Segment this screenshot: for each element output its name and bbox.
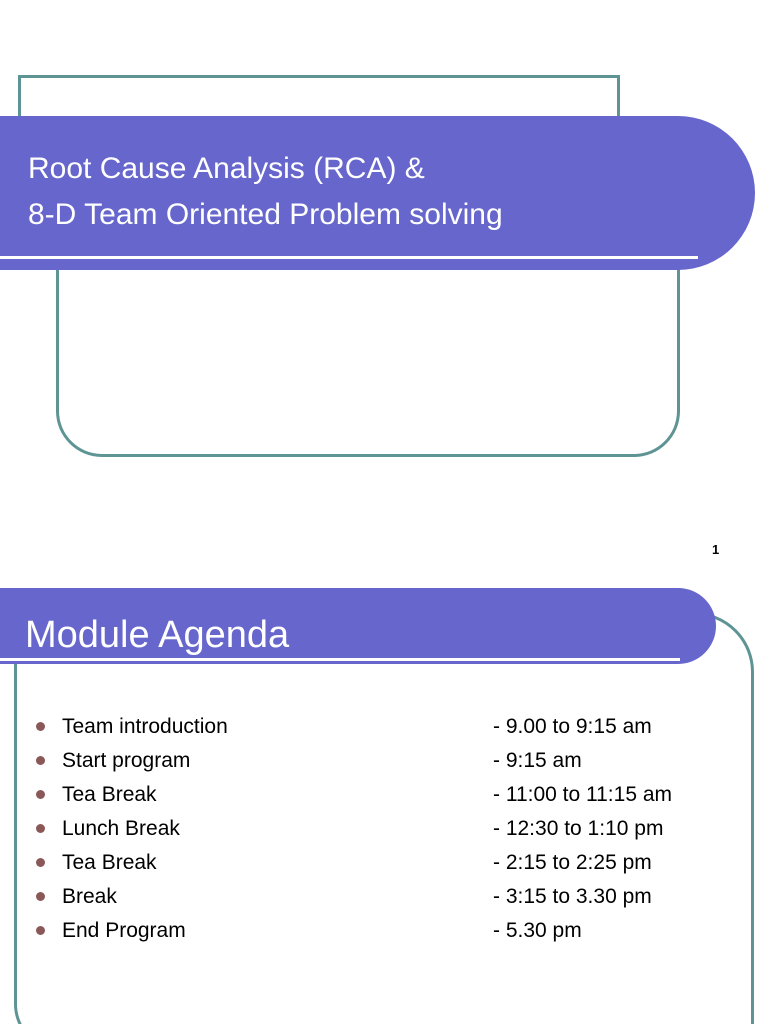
agenda-item-label: Break bbox=[62, 885, 117, 908]
agenda-item bbox=[30, 882, 730, 916]
agenda-item-time: - 9:15 am bbox=[493, 749, 582, 772]
title-banner-underline bbox=[0, 256, 698, 259]
bullet-icon bbox=[36, 858, 45, 867]
slide-title-line-1: Root Cause Analysis (RCA) & bbox=[28, 152, 425, 185]
agenda-item-time: - 11:00 to 11:15 am bbox=[493, 783, 673, 806]
bullet-icon bbox=[36, 926, 45, 935]
agenda-title: Module Agenda bbox=[25, 614, 290, 656]
agenda-item bbox=[30, 814, 730, 848]
agenda-item-label: Start program bbox=[62, 749, 191, 772]
title-slide-bottom-frame bbox=[56, 250, 680, 457]
slide-title bbox=[28, 146, 503, 238]
agenda-item-time: - 5.30 pm bbox=[493, 919, 582, 942]
agenda-item-label: Lunch Break bbox=[62, 817, 180, 840]
agenda-item bbox=[30, 848, 730, 882]
bullet-icon bbox=[36, 756, 45, 765]
agenda-item bbox=[30, 916, 730, 950]
agenda-item-time: - 2:15 to 2:25 pm bbox=[493, 851, 652, 874]
agenda-item bbox=[30, 712, 730, 746]
agenda-item-label: Tea Break bbox=[62, 783, 157, 806]
slide-number: 1 bbox=[712, 542, 720, 557]
bullet-icon bbox=[36, 824, 45, 833]
agenda-item-label: End Program bbox=[62, 919, 186, 942]
agenda-item bbox=[30, 746, 730, 780]
agenda-item-label: Tea Break bbox=[62, 851, 157, 874]
agenda-item bbox=[30, 780, 730, 814]
agenda-item-time: - 3:15 to 3.30 pm bbox=[493, 885, 652, 908]
bullet-icon bbox=[36, 722, 45, 731]
agenda-list bbox=[30, 712, 730, 950]
agenda-item-time: - 12:30 to 1:10 pm bbox=[493, 817, 664, 840]
slide-title-line-2: 8-D Team Oriented Problem solving bbox=[28, 198, 503, 231]
agenda-item-time: - 9.00 to 9:15 am bbox=[493, 715, 652, 738]
agenda-item-label: Team introduction bbox=[62, 715, 228, 738]
bullet-icon bbox=[36, 790, 45, 799]
bullet-icon bbox=[36, 892, 45, 901]
